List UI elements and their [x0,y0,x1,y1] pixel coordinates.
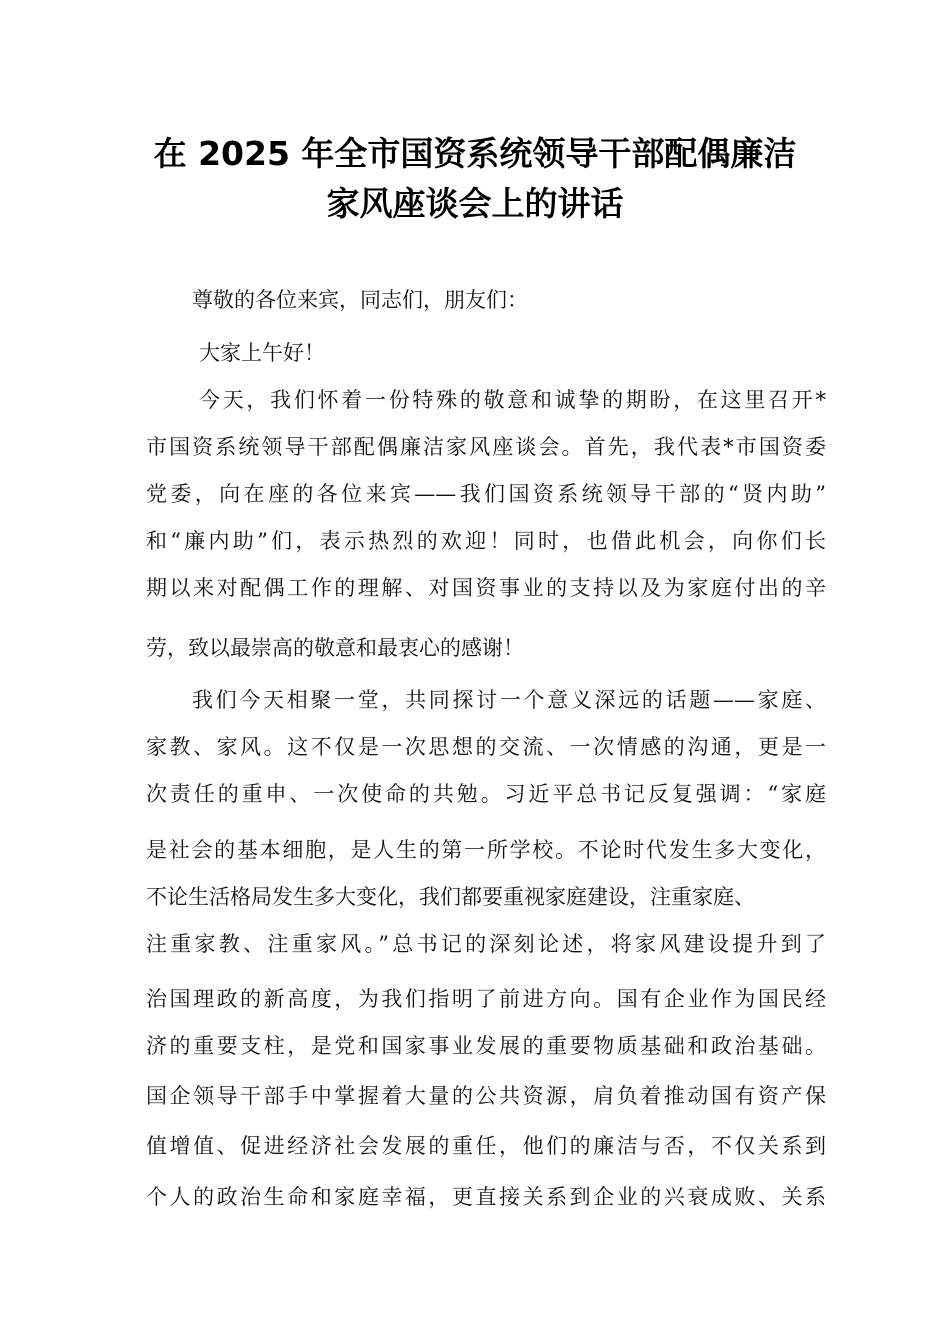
paragraph-line: 值增值、促进经济社会发展的重任，他们的廉洁与否，不仅关系到 [146,1134,826,1158]
paragraph-line: 今天，我们怀着一份特殊的敬意和诚挚的期盼，在这里召开* [199,388,826,412]
document-title-line-2: 家风座谈会上的讲话 [326,184,624,223]
document-title-line-1: 在 2025 年全市国资系统领导干部配偶廉洁 [153,134,797,173]
paragraph-line: 个人的政治生命和家庭幸福，更直接关系到企业的兴衰成败、关系 [146,1185,826,1209]
salutation: 尊敬的各位来宾，同志们，朋友们： [192,288,528,312]
paragraph-line: 党委，向在座的各位来宾——我们国资系统领导干部的“贤内助” [146,482,826,506]
paragraph-line: 劳，致以最崇高的敬意和最衷心的感谢！ [146,636,524,660]
paragraph-line: 市国资系统领导干部配偶廉洁家风座谈会。首先，我代表*市国资委 [146,435,826,459]
paragraph-line: 治国理政的新高度，为我们指明了前进方向。国有企业作为国民经 [146,987,826,1011]
paragraph-line: 和“廉内助”们，表示热烈的欢迎！同时，也借此机会，向你们长 [146,529,826,553]
paragraph-line: 家教、家风。这不仅是一次思想的交流、一次情感的沟通，更是一 [146,735,826,759]
paragraph-line: 国企领导干部手中掌握着大量的公共资源，肩负着推动国有资产保 [146,1084,826,1108]
paragraph-line: 不论生活格局发生多大变化，我们都要重视家庭建设，注重家庭、 [146,885,755,909]
paragraph-line: 我们今天相聚一堂，共同探讨一个意义深远的话题——家庭、 [192,688,826,712]
paragraph-line: 注重家教、注重家风。”总书记的深刻论述，将家风建设提升到了 [146,932,826,956]
paragraph-line: 济的重要支柱，是党和国家事业发展的重要物质基础和政治基础。 [146,1034,826,1058]
paragraph-line: 次责任的重申、一次使命的共勉。习近平总书记反复强调：“家庭 [146,782,826,806]
greeting: 大家上午好！ [199,341,325,365]
paragraph-line: 是社会的基本细胞，是人生的第一所学校。不论时代发生多大变化， [146,838,826,862]
paragraph-line: 期以来对配偶工作的理解、对国资事业的支持以及为家庭付出的辛 [146,576,826,600]
